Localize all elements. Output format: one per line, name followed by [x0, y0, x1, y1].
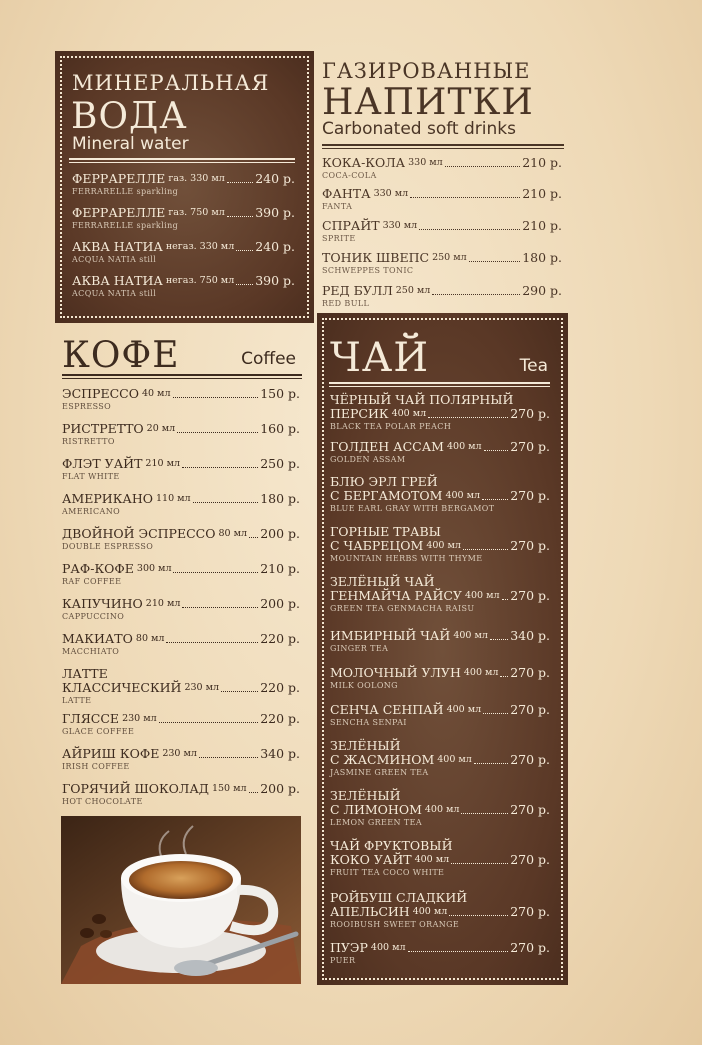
item-subtitle: LEMON GREEN TEA — [330, 818, 423, 827]
item-subtitle: GLACE COFFEE — [62, 727, 135, 736]
item-volume: 230 мл — [122, 713, 157, 724]
item-volume: 400 мл — [370, 942, 406, 953]
item-price: 270 р. — [510, 752, 550, 767]
list-item — [330, 575, 550, 614]
item-name: СПРАЙТ — [322, 218, 380, 233]
item-subtitle: CAPPUCCINO — [62, 612, 125, 621]
dot-leader — [482, 499, 508, 500]
item-subtitle: FERRARELLE sparkling — [72, 187, 179, 196]
item-name: АПЕЛЬСИН — [330, 904, 410, 919]
item-volume: 330 мл — [373, 188, 409, 199]
soda-list — [322, 156, 562, 306]
item-name: КАПУЧИНО — [62, 596, 143, 611]
item-subtitle: ACQUA NATIA still — [72, 289, 157, 298]
dot-leader — [408, 951, 509, 952]
dot-leader — [236, 284, 253, 285]
list-item — [330, 703, 550, 728]
item-price: 390 р. — [255, 205, 295, 220]
coffee-cup-photo — [61, 816, 301, 984]
item-name-line1: ЗЕЛЁНЫЙ — [330, 738, 401, 753]
mineral-water-panel — [55, 51, 314, 323]
item-volume: 400 мл — [414, 854, 450, 865]
list-item — [330, 475, 550, 514]
item-volume: 400 мл — [463, 667, 499, 678]
item-name-line1: ЧЁРНЫЙ ЧАЙ ПОЛЯРНЫЙ — [330, 392, 514, 407]
item-name: РАФ-КОФЕ — [62, 561, 134, 576]
dot-leader — [410, 197, 520, 198]
item-name: ФЕРРАРЕЛЛЕ — [72, 171, 166, 186]
item-name: ГОЛДЕН АССАМ — [330, 439, 444, 454]
dot-leader — [199, 757, 258, 758]
soda-subtitle: Carbonated soft drinks — [322, 119, 516, 139]
dot-leader — [227, 182, 253, 183]
item-subtitle: FANTA — [322, 202, 353, 211]
item-price: 290 р. — [522, 283, 562, 298]
item-subtitle: RISTRETTO — [62, 437, 115, 446]
item-price: 180 р. — [522, 250, 562, 265]
item-subtitle: JASMINE GREEN TEA — [330, 768, 429, 777]
item-name: ФЕРРАРЕЛЛЕ — [72, 205, 166, 220]
mineral-title-small: МИНЕРАЛЬНАЯ — [72, 71, 270, 95]
soda-divider — [322, 144, 564, 146]
list-item — [322, 251, 562, 276]
item-price: 210 р. — [260, 561, 300, 576]
list-item — [330, 393, 550, 432]
item-name: С БЕРГАМОТОМ — [330, 488, 443, 503]
item-name: ГЛЯССЕ — [62, 711, 120, 726]
item-volume: 400 мл — [424, 804, 460, 815]
list-item — [62, 667, 300, 706]
dot-leader — [483, 713, 508, 714]
list-item — [322, 284, 562, 309]
dot-leader — [445, 166, 521, 167]
item-name: С ЧАБРЕЦОМ — [330, 538, 424, 553]
item-volume: 400 мл — [426, 540, 461, 551]
list-item — [62, 712, 300, 737]
list-item — [330, 440, 550, 465]
item-name: РЕД БУЛЛ — [322, 283, 393, 298]
item-volume: 230 мл — [162, 748, 197, 759]
item-name: АКВА НАТИА — [72, 239, 163, 254]
item-name: СЕНЧА СЕНПАЙ — [330, 702, 444, 717]
item-price: 200 р. — [260, 596, 300, 611]
list-item — [322, 156, 562, 181]
item-name: МОЛОЧНЫЙ УЛУН — [330, 665, 461, 680]
item-volume: 400 мл — [446, 441, 482, 452]
item-volume: 400 мл — [464, 590, 500, 601]
list-item — [330, 789, 550, 828]
item-volume: 40 мл — [141, 388, 171, 399]
dot-leader — [249, 537, 258, 538]
dot-leader — [432, 294, 520, 295]
item-price: 270 р. — [510, 940, 550, 955]
item-name: ДВОЙНОЙ ЭСПРЕССО — [62, 526, 216, 541]
item-name-line1: РОЙБУШ СЛАДКИЙ — [330, 890, 468, 905]
dot-leader — [500, 676, 508, 677]
item-subtitle: COCA-COLA — [322, 171, 377, 180]
item-price: 240 р. — [255, 171, 295, 186]
dot-leader — [227, 216, 253, 217]
list-item — [72, 172, 295, 197]
item-volume: 110 мл — [156, 493, 191, 504]
item-name-line1: ЛАТТЕ — [62, 666, 108, 681]
item-price: 340 р. — [260, 746, 300, 761]
item-name-line1: ЗЕЛЁНЫЙ — [330, 788, 401, 803]
item-volume: 400 мл — [437, 754, 472, 765]
dot-leader — [463, 549, 508, 550]
item-subtitle: AMERICANO — [62, 507, 121, 516]
list-item — [72, 206, 295, 231]
item-name: ГОРЯЧИЙ ШОКОЛАД — [62, 781, 209, 796]
item-volume: 210 мл — [145, 458, 180, 469]
tea-title: ЧАЙ — [330, 335, 430, 381]
list-item — [62, 457, 300, 482]
list-item — [62, 562, 300, 587]
dot-leader — [182, 607, 258, 608]
item-name: ЭСПРЕССО — [62, 386, 139, 401]
dot-leader — [221, 691, 258, 692]
list-item — [330, 839, 550, 878]
item-subtitle: MILK OOLONG — [330, 681, 398, 690]
item-name: АМЕРИКАНО — [62, 491, 153, 506]
item-volume: 330 мл — [408, 157, 443, 168]
item-volume: 230 мл — [184, 682, 220, 693]
item-price: 150 р. — [260, 386, 300, 401]
item-price: 210 р. — [522, 218, 562, 233]
soda-section — [322, 58, 564, 310]
dot-leader — [182, 467, 258, 468]
item-price: 270 р. — [510, 802, 550, 817]
item-name: С ЛИМОНОМ — [330, 802, 422, 817]
item-subtitle: BLUE EARL GRAY WITH BERGAMOT — [330, 504, 495, 513]
list-item — [62, 387, 300, 412]
item-name: КОКО УАЙТ — [330, 852, 412, 867]
dot-leader — [193, 502, 259, 503]
item-volume: 400 мл — [391, 408, 427, 419]
item-name-line1: ЗЕЛЁНЫЙ ЧАЙ — [330, 574, 435, 589]
dot-leader — [249, 792, 259, 793]
item-volume: 20 мл — [146, 423, 176, 434]
dot-leader — [484, 450, 509, 451]
item-subtitle: BLACK TEA POLAR PEACH — [330, 422, 452, 431]
item-subtitle: GOLDEN ASSAM — [330, 455, 406, 464]
dot-leader — [173, 397, 259, 398]
tea-panel — [317, 313, 568, 985]
list-item — [330, 739, 550, 778]
item-volume: 400 мл — [453, 630, 488, 641]
item-subtitle: ACQUA NATIA still — [72, 255, 157, 264]
item-name: ИМБИРНЫЙ ЧАЙ — [330, 628, 451, 643]
dot-leader — [474, 763, 508, 764]
dot-leader — [166, 642, 258, 643]
item-price: 220 р. — [260, 631, 300, 646]
item-subtitle: SPRITE — [322, 234, 356, 243]
list-item — [330, 525, 550, 564]
item-price: 200 р. — [260, 526, 300, 541]
item-price: 220 р. — [260, 711, 300, 726]
item-name-line1: ГОРНЫЕ ТРАВЫ — [330, 524, 441, 539]
coffee-cup-icon — [61, 816, 301, 984]
coffee-subtitle: Coffee — [241, 349, 296, 369]
item-price: 270 р. — [510, 488, 550, 503]
item-name: ФАНТА — [322, 186, 371, 201]
list-item — [72, 240, 295, 265]
item-volume: 210 мл — [145, 598, 181, 609]
item-subtitle: ESPRESSO — [62, 402, 112, 411]
soda-title-big: НАПИТКИ — [322, 82, 534, 123]
item-name: ТОНИК ШВЕПС — [322, 250, 430, 265]
item-name: С ЖАСМИНОМ — [330, 752, 435, 767]
item-name: РИСТРЕТТО — [62, 421, 144, 436]
item-price: 270 р. — [510, 439, 550, 454]
list-item — [62, 597, 300, 622]
item-price: 270 р. — [510, 406, 550, 421]
item-price: 160 р. — [260, 421, 300, 436]
mineral-subtitle: Mineral water — [72, 134, 189, 154]
item-subtitle: FLAT WHITE — [62, 472, 120, 481]
item-price: 200 р. — [260, 781, 300, 796]
dot-leader — [502, 599, 509, 600]
item-volume: 300 мл — [136, 563, 172, 574]
dot-leader — [449, 915, 508, 916]
item-price: 340 р. — [510, 628, 550, 643]
item-name: ПУЭР — [330, 940, 368, 955]
dot-leader — [236, 250, 253, 251]
dot-leader — [451, 863, 508, 864]
list-item — [62, 782, 300, 807]
item-volume: 80 мл — [135, 633, 165, 644]
coffee-title: КОФЕ — [62, 335, 180, 376]
item-subtitle: RED BULL — [322, 299, 370, 308]
item-name: ФЛЭТ УАЙТ — [62, 456, 143, 471]
dot-leader — [461, 813, 508, 814]
item-volume: газ. 750 мл — [168, 207, 225, 218]
coffee-divider — [62, 374, 302, 376]
soda-title-small: ГАЗИРОВАННЫЕ — [322, 59, 531, 83]
item-name: КОКА-КОЛА — [322, 155, 406, 170]
item-subtitle: RAF COFFEE — [62, 577, 122, 586]
item-name: КЛАССИЧЕСКИЙ — [62, 680, 182, 695]
dot-leader — [159, 722, 259, 723]
mineral-list — [72, 172, 295, 312]
list-item — [330, 891, 550, 930]
list-item — [330, 941, 550, 966]
list-item — [322, 187, 562, 212]
item-subtitle: MOUNTAIN HERBS WITH THYME — [330, 554, 483, 563]
list-item — [330, 666, 550, 691]
item-subtitle: HOT CHOCOLATE — [62, 797, 143, 806]
item-price: 210 р. — [522, 186, 562, 201]
item-price: 220 р. — [260, 680, 300, 695]
item-price: 270 р. — [510, 588, 550, 603]
item-volume: 250 мл — [432, 252, 467, 263]
mineral-title-big: ВОДА — [71, 96, 188, 137]
item-name: ПЕРСИК — [330, 406, 389, 421]
item-price: 270 р. — [510, 538, 550, 553]
item-price: 210 р. — [522, 155, 562, 170]
list-item — [62, 527, 300, 552]
item-price: 250 р. — [260, 456, 300, 471]
item-price: 180 р. — [260, 491, 300, 506]
item-name: ГЕНМАЙЧА РАЙСУ — [330, 588, 462, 603]
item-name-line1: ЧАЙ ФРУКТОВЫЙ — [330, 838, 453, 853]
dot-leader — [428, 417, 508, 418]
item-subtitle: MACCHIATO — [62, 647, 120, 656]
item-name: МАКИАТО — [62, 631, 133, 646]
item-volume: 400 мл — [412, 906, 448, 917]
list-item — [72, 274, 295, 299]
list-item — [62, 422, 300, 447]
item-volume: газ. 330 мл — [168, 173, 225, 184]
item-subtitle: GREEN TEA GENMACHA RAISU — [330, 604, 475, 613]
item-volume: негаз. 750 мл — [165, 275, 235, 286]
item-price: 270 р. — [510, 852, 550, 867]
item-subtitle: GINGER TEA — [330, 644, 389, 653]
item-subtitle: LATTE — [62, 696, 92, 705]
item-subtitle: DOUBLE ESPRESSO — [62, 542, 154, 551]
item-subtitle: IRISH COFFEE — [62, 762, 130, 771]
item-volume: 80 мл — [218, 528, 248, 539]
list-item — [330, 629, 550, 654]
item-price: 270 р. — [510, 702, 550, 717]
list-item — [62, 492, 300, 517]
item-name: АКВА НАТИА — [72, 273, 163, 288]
item-subtitle: SCHWEPPES TONIC — [322, 266, 414, 275]
item-price: 270 р. — [510, 904, 550, 919]
item-price: 240 р. — [255, 239, 295, 254]
list-item — [322, 219, 562, 244]
dot-leader — [177, 432, 258, 433]
item-volume: 150 мл — [211, 783, 247, 794]
item-volume: негаз. 330 мл — [165, 241, 235, 252]
item-price: 390 р. — [255, 273, 295, 288]
list-item — [62, 632, 300, 657]
coffee-list — [62, 387, 300, 809]
item-subtitle: FRUIT TEA COCO WHITE — [330, 868, 445, 877]
coffee-section — [62, 336, 302, 812]
item-volume: 400 мл — [445, 490, 481, 501]
item-volume: 330 мл — [382, 220, 418, 231]
item-price: 270 р. — [510, 665, 550, 680]
item-subtitle: FERRARELLE sparkling — [72, 221, 179, 230]
dot-leader — [490, 639, 508, 640]
dot-leader — [469, 261, 521, 262]
dot-leader — [173, 572, 258, 573]
item-name: АЙРИШ КОФЕ — [62, 746, 160, 761]
tea-list — [330, 393, 550, 973]
item-name-line1: БЛЮ ЭРЛ ГРЕЙ — [330, 474, 438, 489]
mineral-divider — [69, 158, 295, 160]
tea-divider — [329, 382, 550, 384]
item-volume: 250 мл — [395, 285, 431, 296]
tea-subtitle: Tea — [519, 356, 548, 376]
list-item — [62, 747, 300, 772]
item-subtitle: SENCHA SENPAI — [330, 718, 407, 727]
dot-leader — [419, 229, 520, 230]
item-volume: 400 мл — [446, 704, 482, 715]
item-subtitle: ROOIBUSH SWEET ORANGE — [330, 920, 460, 929]
item-subtitle: PUER — [330, 956, 356, 965]
